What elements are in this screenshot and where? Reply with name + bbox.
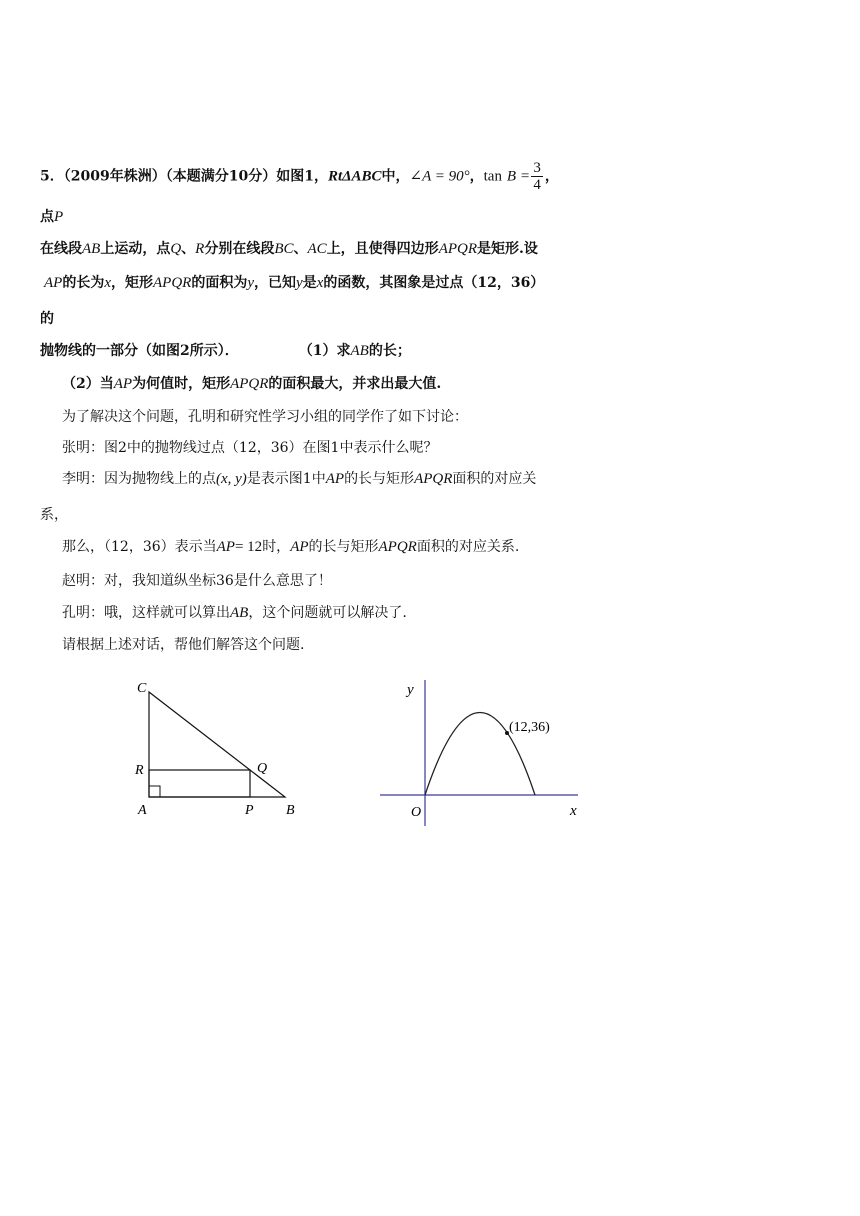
discussion-line-7 [62,602,407,624]
point-label: 点 [40,209,54,225]
figure-1-triangle [120,670,320,830]
text: 请根据上述对话，帮他们解答这个问题. [62,637,305,653]
math-ac: AC [307,241,327,257]
text: 的长； [368,343,411,359]
math-ab: AB [350,343,369,359]
fraction-denominator: 4 [533,177,541,193]
text: ，已知 [254,275,296,291]
label-p: P [245,803,254,818]
math-ap: AP [216,539,235,555]
discussion-line-5 [62,536,519,558]
figure-2-parabola [370,670,600,835]
problem-number: 5． [40,168,64,185]
problem-line-2 [40,206,63,228]
text: 孔明：哦，这样就可以算出 [62,605,230,621]
problem-line-3 [40,238,538,260]
text: 、 [181,241,196,257]
text: 的面积最大，并求出最大值. [268,376,442,392]
text: 抛物线的一部分（如图2所示）． [40,343,239,359]
math-r: R [195,241,205,257]
problem-line-6 [40,340,411,362]
problem-line-5 [40,308,54,330]
text: 上运动，点 [100,241,171,257]
label-q: Q [257,761,268,776]
text: 分别在线段 [204,241,275,257]
fraction-numerator: 3 [533,160,541,176]
angle-expression: ∠A = 90° [409,168,470,185]
text: 的长与矩形 [308,539,379,555]
label-b: B [286,803,295,818]
label-a: A [138,803,147,818]
math-ap: AP [113,376,133,392]
text: 系， [40,507,68,523]
text: 上，且使得四边形 [326,241,439,257]
discussion-line-6 [62,570,332,592]
math-apqr: APQR [414,471,453,487]
text: 面积的对应关系. [416,539,520,555]
text: 为何值时，矩形 [132,376,231,392]
problem-line-4 [44,272,544,294]
math-ab: AB [82,241,101,257]
math-xy: (x, y) [216,471,247,487]
discussion-line-2 [62,437,437,459]
question-2-label: （2）当 [62,376,114,392]
label-c: C [137,681,147,696]
math-apqr: APQR [378,539,417,555]
discussion-line-4 [40,504,68,526]
text: 张明：图2中的抛物线过点（12，36）在图1中表示什么呢？ [62,440,438,456]
text: 的函数，其图象是过点（12，36） [323,275,545,291]
label-o: O [411,805,422,820]
math-y: y [296,275,303,291]
text: 那么，（12，36）表示当 [62,539,217,555]
discussion-line-8 [62,634,304,656]
problem-line-7 [62,373,441,395]
problem-line-1 [40,160,559,193]
text: 的长与矩形 [344,471,415,487]
label-y: y [407,682,414,698]
math-x: x [104,275,111,291]
text: 为了解决这个问题，孔明和研究性学习小组的同学作了如下讨论： [62,409,468,425]
text: ，矩形 [111,275,153,291]
math-y: y [247,275,254,291]
text: 是矩形.设 [477,241,538,257]
text: 时， [262,539,291,555]
fraction-three-quarters [531,160,543,193]
label-r: R [135,763,144,778]
text: 的长为 [62,275,105,291]
math-apqr: APQR [438,241,478,257]
text: 是表示图1中 [246,471,326,487]
problem-source: （2009年株洲）（本题满分10分） [63,168,277,185]
tan-var: B [506,168,517,185]
math-apqr: APQR [230,376,269,392]
math-ap: AP [44,275,63,291]
text: 的面积为 [191,275,248,291]
text-zhong: 中， [381,168,410,185]
math-ab: AB [230,605,249,621]
question-1-label: （1）求 [298,343,351,359]
math-x: x [316,275,324,291]
tan-prefix: tan [483,168,502,185]
math-ap: AP [325,471,345,487]
discussion-line-1 [62,406,468,428]
point-label: (12,36) [509,720,550,735]
text: 的 [40,311,54,327]
text: 赵明：对，我知道纵坐标36是什么意思了！ [62,573,332,589]
rectangle-apqr [149,770,250,797]
tan-eq: = [520,168,530,185]
point-p: P [54,209,64,225]
discussion-line-3 [62,468,536,490]
comma-2: ， [544,168,559,185]
math-q: Q [170,241,182,257]
math-ap: AP [290,539,309,555]
math-eq: = 12 [234,539,263,555]
triangle-abc [149,692,285,797]
label-x: x [570,803,577,819]
text: 在线段 [40,241,82,257]
comma: ， [469,168,484,185]
right-angle-mark [149,786,160,797]
text: 李明：因为抛物线上的点 [62,471,216,487]
triangle-name: RtΔABC [327,168,382,185]
text: 、 [293,241,308,257]
text: ，这个问题就可以解决了. [248,605,407,621]
text: 是 [302,275,317,291]
math-apqr: APQR [153,275,192,291]
text: 面积的对应关 [452,471,537,487]
math-bc: BC [274,241,294,257]
problem-intro: 如图1， [276,168,328,185]
